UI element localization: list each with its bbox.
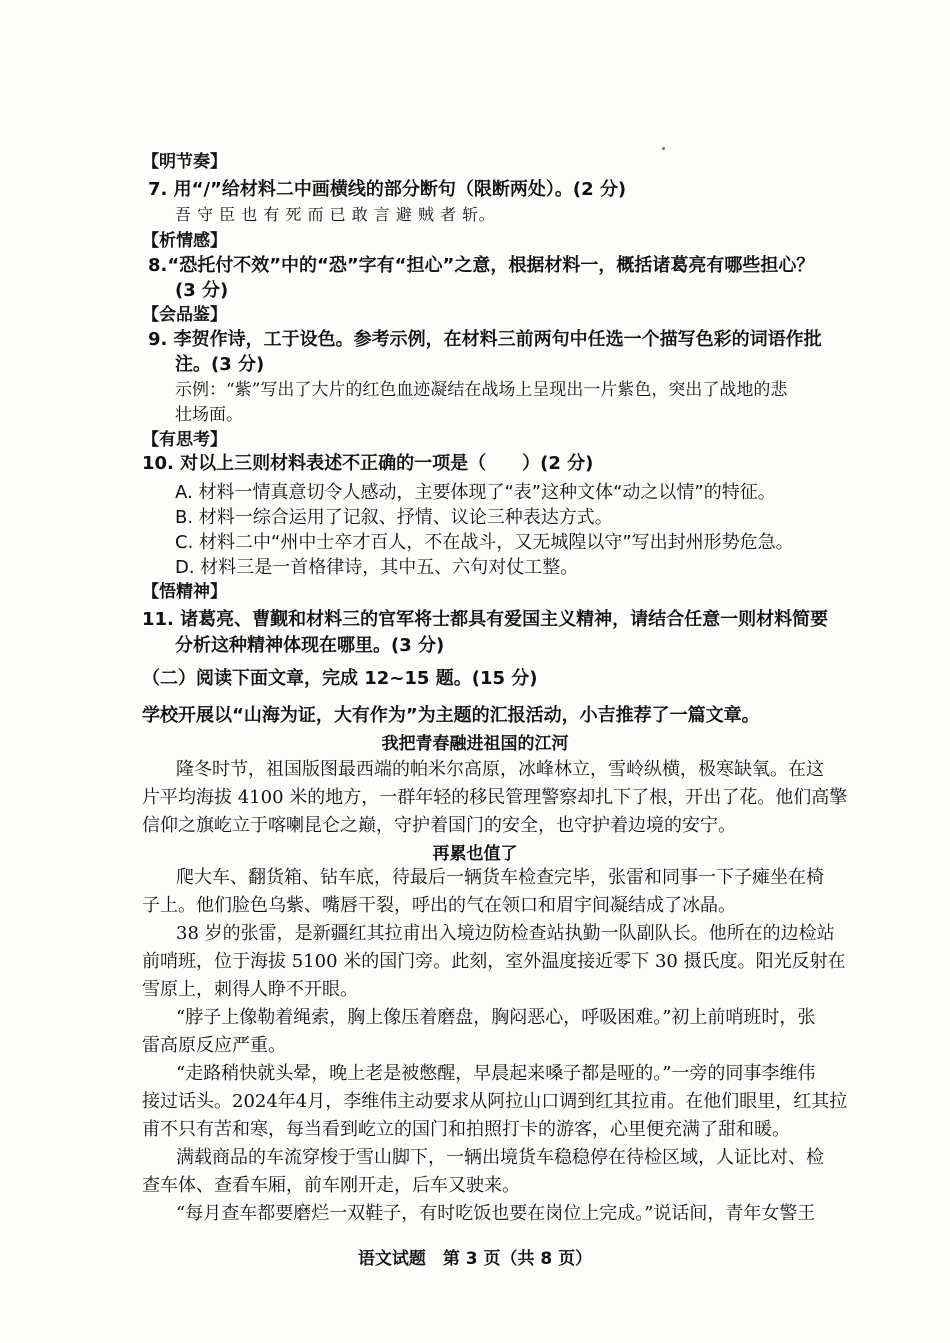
scan-speck — [662, 147, 665, 150]
article-p3-line3: 雪原上，刺得人睁不开眼。 — [142, 979, 358, 1000]
article-p3-line1: 38 岁的张雷，是新疆红其拉甫出入境边防检查站执勤一队副队长。他所在的边检站 — [176, 923, 835, 944]
article-p4-line2: 雷高原反应严重。 — [142, 1035, 286, 1056]
question-10-option-c: C. 材料二中“州中士卒才百人，不在战斗，又无城隍以守”写出封州形势危急。 — [175, 532, 794, 553]
question-10-option-b: B. 材料一综合运用了记叙、抒情、议论三种表达方式。 — [175, 507, 613, 528]
article-p7-line1: “每月查车都要磨烂一双鞋子，有时吃饭也要在岗位上完成。”说话间，青年女警王 — [176, 1203, 816, 1224]
article-p6-line1: 满载商品的车流穿梭于雪山脚下，一辆出境货车稳稳停在待检区域，人证比对、检 — [176, 1147, 824, 1168]
article-p5-line3: 甫不只有苦和寒，每当看到屹立的国门和拍照打卡的游客，心里便充满了甜和暖。 — [142, 1119, 790, 1140]
section-emotion: 【析情感】 — [142, 231, 227, 251]
question-10-option-a: A. 材料一情真意切令人感动，主要体现了“表”这种文体“动之以情”的特征。 — [175, 482, 776, 503]
article-p4-line1: “脖子上像勒着绳索，胸上像压着磨盘，胸闷恶心，呼吸困难。”初上前哨班时，张 — [176, 1007, 816, 1028]
article-p1-line2: 片平均海拔 4100 米的地方，一群年轻的移民管理警察却扎下了根，开出了花。他们高擎 — [142, 787, 848, 808]
article-p1-line1: 隆冬时节，祖国版图最西端的帕米尔高原，冰峰林立，雪岭纵横，极寒缺氧。在这 — [176, 759, 824, 780]
question-10-prompt: 10. 对以上三则材料表述不正确的一项是（ ）(2 分) — [142, 453, 594, 474]
question-9-line1: 9. 李贺作诗，工于设色。参考示例，在材料三前两句中任选一个描写色彩的词语作批 — [148, 329, 822, 350]
section-spirit: 【悟精神】 — [142, 582, 227, 602]
question-7-prompt: 7. 用“/”给材料二中画横线的部分断句（限断两处）。(2 分) — [148, 179, 627, 200]
part-2-intro: 学校开展以“山海为证，大有作为”为主题的汇报活动，小吉推荐了一篇文章。 — [142, 705, 760, 726]
question-9-example-line2: 壮场面。 — [175, 405, 243, 425]
question-11-line1: 11. 诸葛亮、曹觐和材料三的官军将士都具有爱国主义精神，请结合任意一则材料简要 — [142, 609, 829, 630]
article-p2-line1: 爬大车、翻货箱、钻车底，待最后一辆货车检查完毕，张雷和同事一下子瘫坐在椅 — [176, 867, 824, 888]
article-subtitle: 再累也值了 — [432, 844, 518, 864]
page-footer: 语文试题 第 3 页（共 8 页） — [357, 1249, 593, 1269]
article-p2-line2: 子上。他们脸色乌紫、嘴唇干裂，呼出的气在领口和眉宇间凝结成了冰晶。 — [142, 895, 736, 916]
question-9-line2: 注。(3 分) — [175, 354, 265, 375]
question-8-line1: 8.“恐托付不效”中的“恐”字有“担心”之意，根据材料一，概括诸葛亮有哪些担心？ — [148, 255, 815, 276]
article-p6-line2: 查车体、查看车厢，前车刚开走，后车又驶来。 — [142, 1175, 520, 1196]
article-p5-line2: 接过话头。2024年4月，李维伟主动要求从阿拉山口调到红其拉甫。在他们眼里，红其拉 — [142, 1091, 848, 1112]
article-p1-line3: 信仰之旗屹立于喀喇昆仑之巅，守护着国门的安全，也守护着边境的安宁。 — [142, 815, 736, 836]
question-8-line2: (3 分) — [175, 280, 229, 301]
article-p5-line1: “走路稍快就头晕，晚上老是被憋醒，早晨起来嗓子都是哑的。”一旁的同事李维伟 — [176, 1063, 816, 1084]
question-9-example-line1: 示例：“紫”写出了大片的红色血迹凝结在战场上呈现出一片紫色，突出了战地的悲 — [175, 380, 788, 400]
part-2-heading: （二）阅读下面文章，完成 12~15 题。(15 分) — [142, 668, 538, 689]
section-thinking: 【有思考】 — [142, 430, 227, 450]
section-appreciation: 【会品鉴】 — [142, 305, 227, 325]
article-title: 我把青春融进祖国的江河 — [381, 734, 569, 754]
question-7-text: 吾 守 臣 也 有 死 而 已 敢 言 避 贼 者 斩。 — [175, 205, 496, 224]
question-11-line2: 分析这种精神体现在哪里。(3 分) — [175, 635, 445, 656]
section-rhythm: 【明节奏】 — [142, 152, 227, 172]
article-p3-line2: 前哨班，位于海拔 5100 米的国门旁。此刻，室外温度接近零下 30 摄氏度。阳光反射在 — [142, 951, 846, 972]
question-10-option-d: D. 材料三是一首格律诗，其中五、六句对仗工整。 — [175, 557, 579, 578]
